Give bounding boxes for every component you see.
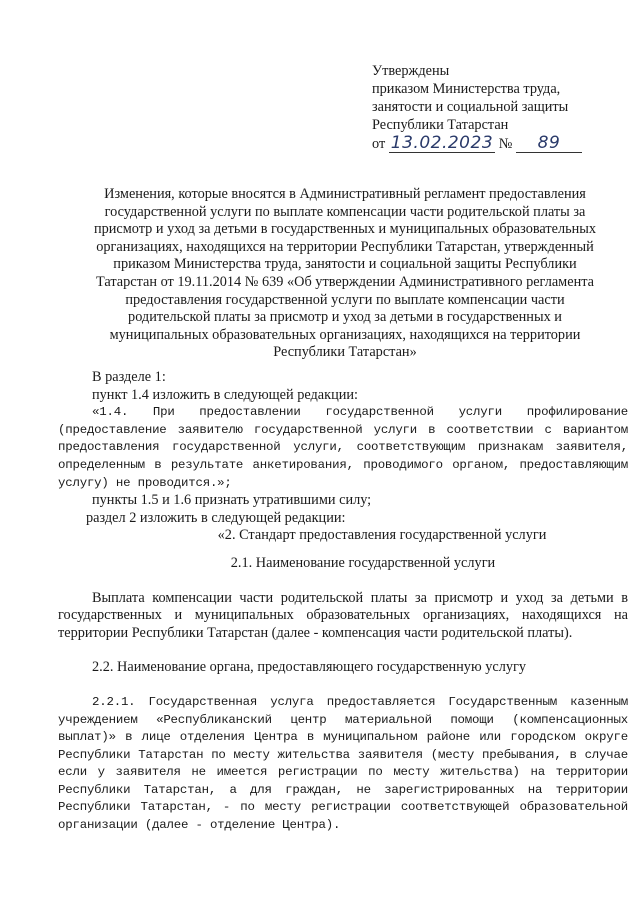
title-line: государственной услуги по выплате компенсации части родительской платы за [104, 203, 586, 220]
handwritten-date: 13.02.2023 [390, 133, 494, 153]
title-line: приказом Министерства труда, занятости и социальной защиты Республики [113, 256, 577, 273]
title-line: муниципальных образовательных организациях, находящихся на территории [109, 326, 581, 343]
approval-block [372, 62, 622, 153]
date-prefix: от [372, 136, 386, 152]
subsection-heading: 2.2. Наименование органа, предоставляющего государственную услугу [92, 659, 526, 676]
document-title [64, 186, 626, 362]
paragraph: Выплата компенсации части родительской платы за присмотр и уход за детьми в государственных и муниципальных образовательных организациях, находящихся на территории Республики Татарстан (далее - компенсация части родительской платы). [58, 589, 628, 641]
paragraph: раздел 2 изложить в следующей редакции: [86, 509, 346, 526]
approval-line: занятости и социальной защиты [372, 99, 569, 115]
title-line: предоставления государственной услуги по выплате компенсации части [125, 291, 565, 308]
title-line: Татарстан от 19.11.2014 № 639 «Об утверждении Административного регламента [95, 273, 594, 290]
number-prefix: № [498, 136, 513, 152]
paragraph: В разделе 1: [92, 369, 166, 385]
approval-date-line [372, 134, 622, 153]
approval-line: приказом Министерства труда, [372, 81, 561, 97]
subsection-heading: 2.1. Наименование государственной услуги [230, 554, 496, 571]
title-line: организациях, находящихся на территории Республики Татарстан, утвержденный [96, 238, 594, 255]
section-heading: «2. Стандарт предоставления государственной услуги [217, 527, 547, 544]
document-body [58, 369, 628, 835]
approval-line: Утверждены [372, 63, 450, 79]
approval-line: Республики Татарстан [372, 117, 509, 133]
title-line: присмотр и уход за детьми в государственных и муниципальных образовательных [93, 221, 597, 238]
paragraph: 2.2.1. Государственная услуга предоставляется Государственным казенным учреждением «Республиканский центр материальной помощи (компенсационных выплат)» в лице отделения Центра в муниципальном районе или городском округе Республики Татарстан по месту жительства заявителя (месту пребывания, в случае если у заявителя не имеется регистрации по месту жительства) на территории Республики Татарстан, а для граждан, не зарегистрированных на территории Республики Татарстан, - по месту регистрации соответствующей образовательной организации (далее - отделение Центра). [58, 694, 628, 833]
title-line: родительской платы за присмотр и уход за детьми в государственных и [128, 309, 562, 326]
title-line: Республики Татарстан» [273, 344, 417, 361]
paragraph: пункты 1.5 и 1.6 признать утратившими силу; [92, 492, 372, 509]
paragraph-quote: «1.4. При предоставлении государственной услуги профилирование (предоставление заявителю государственной услуги в соответствии с вариантом предоставления государственной услуги, соответствующим признакам заявителя, определенным в результате анкетирования, проводимого органом, предоставляющим услугу) не проводится.»; [58, 405, 628, 490]
paragraph: пункт 1.4 изложить в следующей редакции: [92, 386, 359, 403]
title-line: Изменения, которые вносятся в Административный регламент предоставления [104, 186, 586, 202]
handwritten-number: 89 [516, 134, 582, 153]
